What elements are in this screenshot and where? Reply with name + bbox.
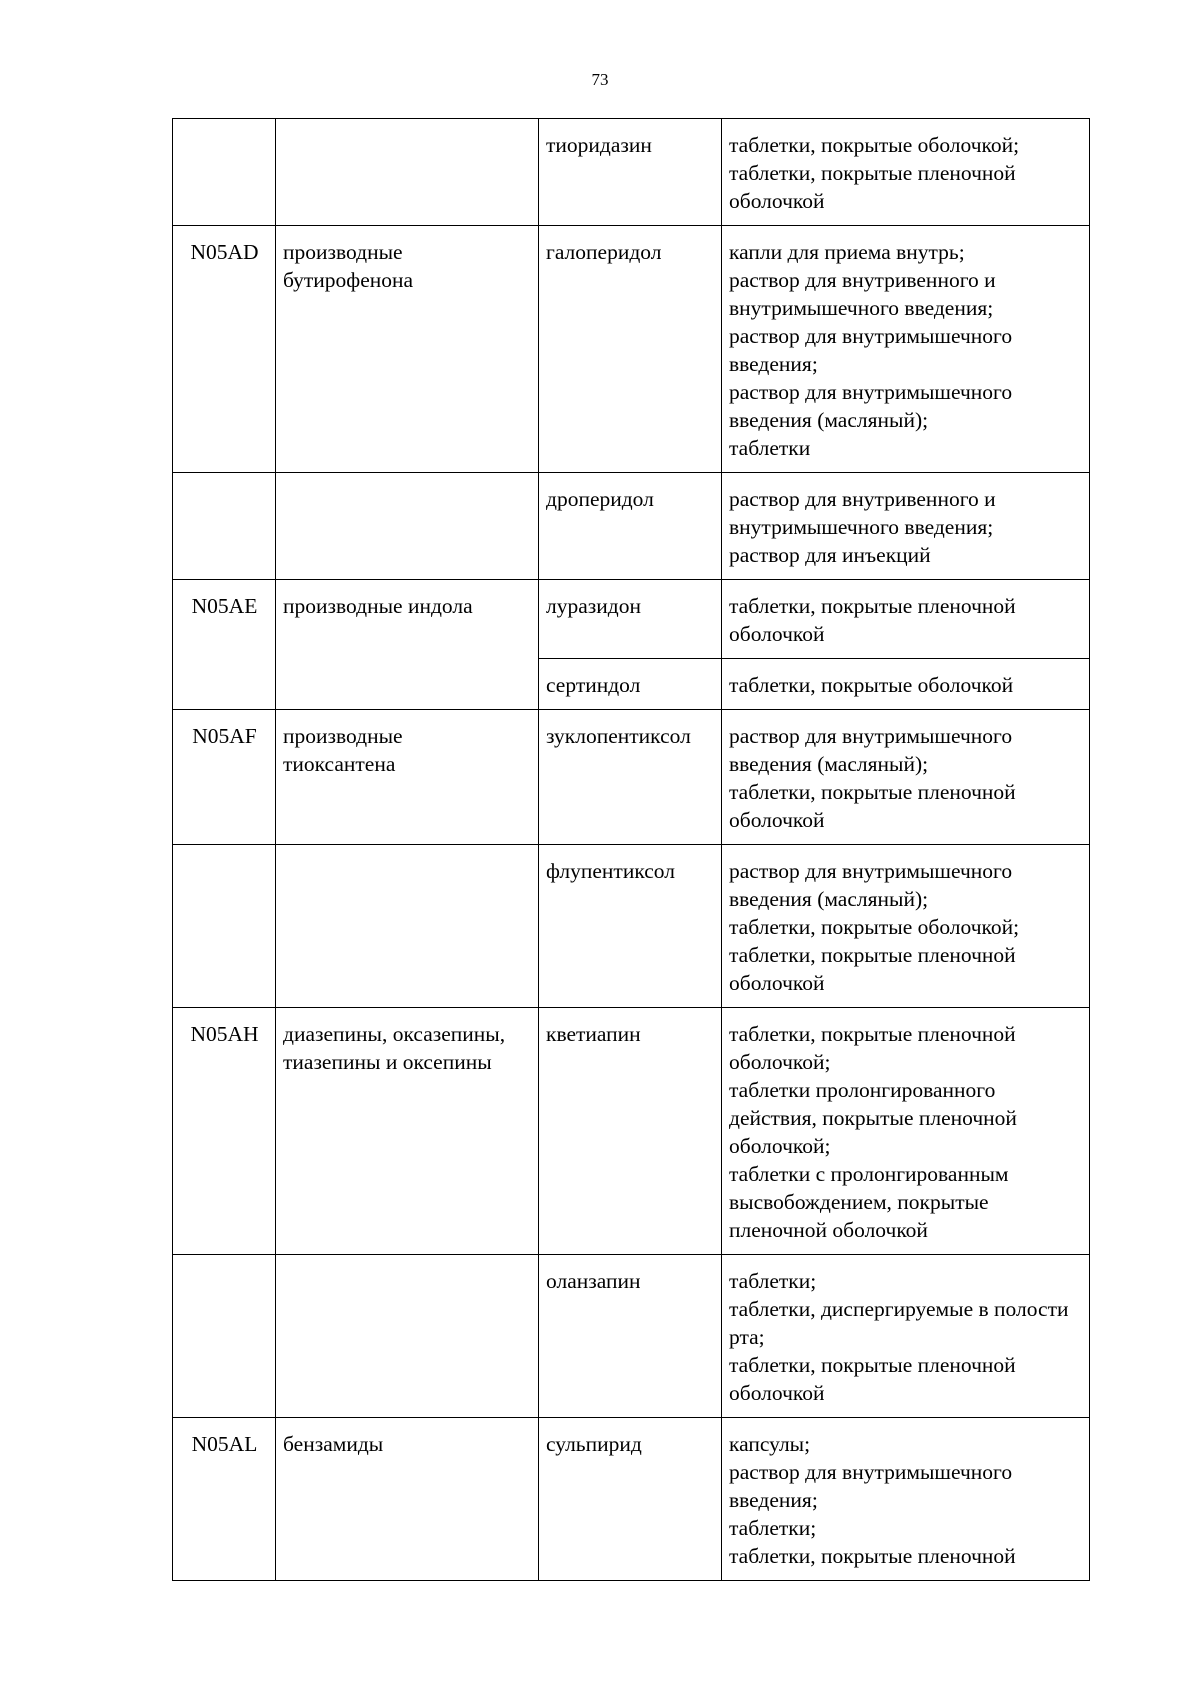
dosage-form-cell: раствор для внутримышечного введения (масляный); таблетки, покрытые оболочкой; таблетки, покрытые пленочной оболочкой <box>722 845 1090 1008</box>
drug-name-cell: зуклопентиксол <box>539 710 722 845</box>
drug-name-cell: дроперидол <box>539 473 722 580</box>
group-cell: диазепины, оксазепины, тиазепины и оксепины <box>276 1008 539 1255</box>
drug-table <box>172 118 1090 1581</box>
atc-code-cell: N05AF <box>173 710 276 845</box>
atc-code-cell <box>173 473 276 580</box>
table-row <box>173 226 1090 473</box>
table-row <box>173 473 1090 580</box>
dosage-form-cell: таблетки; таблетки, диспергируемые в полости рта; таблетки, покрытые пленочной оболочкой <box>722 1255 1090 1418</box>
drug-name-cell: сертиндол <box>539 659 722 710</box>
group-cell: производные бутирофенона <box>276 226 539 473</box>
table-row <box>173 119 1090 226</box>
table-row <box>173 1255 1090 1418</box>
drug-name-cell: оланзапин <box>539 1255 722 1418</box>
atc-code-cell: N05AE <box>173 580 276 710</box>
table-row <box>173 845 1090 1008</box>
dosage-form-cell: раствор для внутримышечного введения (масляный); таблетки, покрытые пленочной оболочкой <box>722 710 1090 845</box>
dosage-form-cell: таблетки, покрытые пленочной оболочкой; таблетки пролонгированного действия, покрытые пленочной оболочкой; таблетки с пролонгированным высвобождением, покрытые пленочной оболочкой <box>722 1008 1090 1255</box>
group-cell: бензамиды <box>276 1418 539 1581</box>
table-row <box>173 710 1090 845</box>
atc-code-cell: N05AD <box>173 226 276 473</box>
dosage-form-cell: таблетки, покрытые оболочкой <box>722 659 1090 710</box>
drug-name-cell: сульпирид <box>539 1418 722 1581</box>
group-cell: производные тиоксантена <box>276 710 539 845</box>
page-number: 73 <box>591 70 609 89</box>
dosage-form-cell: таблетки, покрытые оболочкой; таблетки, покрытые пленочной оболочкой <box>722 119 1090 226</box>
group-cell <box>276 119 539 226</box>
dosage-form-cell: раствор для внутривенного и внутримышечного введения; раствор для инъекций <box>722 473 1090 580</box>
group-cell <box>276 473 539 580</box>
atc-code-cell <box>173 1255 276 1418</box>
drug-name-cell: тиоридазин <box>539 119 722 226</box>
atc-code-cell: N05AH <box>173 1008 276 1255</box>
table-row <box>173 580 1090 659</box>
group-cell: производные индола <box>276 580 539 710</box>
drug-name-cell: луразидон <box>539 580 722 659</box>
drug-name-cell: кветиапин <box>539 1008 722 1255</box>
dosage-form-cell: таблетки, покрытые пленочной оболочкой <box>722 580 1090 659</box>
atc-code-cell <box>173 119 276 226</box>
atc-code-cell: N05AL <box>173 1418 276 1581</box>
table-row <box>173 1418 1090 1581</box>
dosage-form-cell: капсулы; раствор для внутримышечного введения; таблетки; таблетки, покрытые пленочной <box>722 1418 1090 1581</box>
dosage-form-cell: капли для приема внутрь; раствор для внутривенного и внутримышечного введения; раствор для внутримышечного введения; раствор для внутримышечного введения (масляный); таблетки <box>722 226 1090 473</box>
drug-name-cell: галоперидол <box>539 226 722 473</box>
group-cell <box>276 1255 539 1418</box>
table-row <box>173 1008 1090 1255</box>
group-cell <box>276 845 539 1008</box>
drug-name-cell: флупентиксол <box>539 845 722 1008</box>
atc-code-cell <box>173 845 276 1008</box>
